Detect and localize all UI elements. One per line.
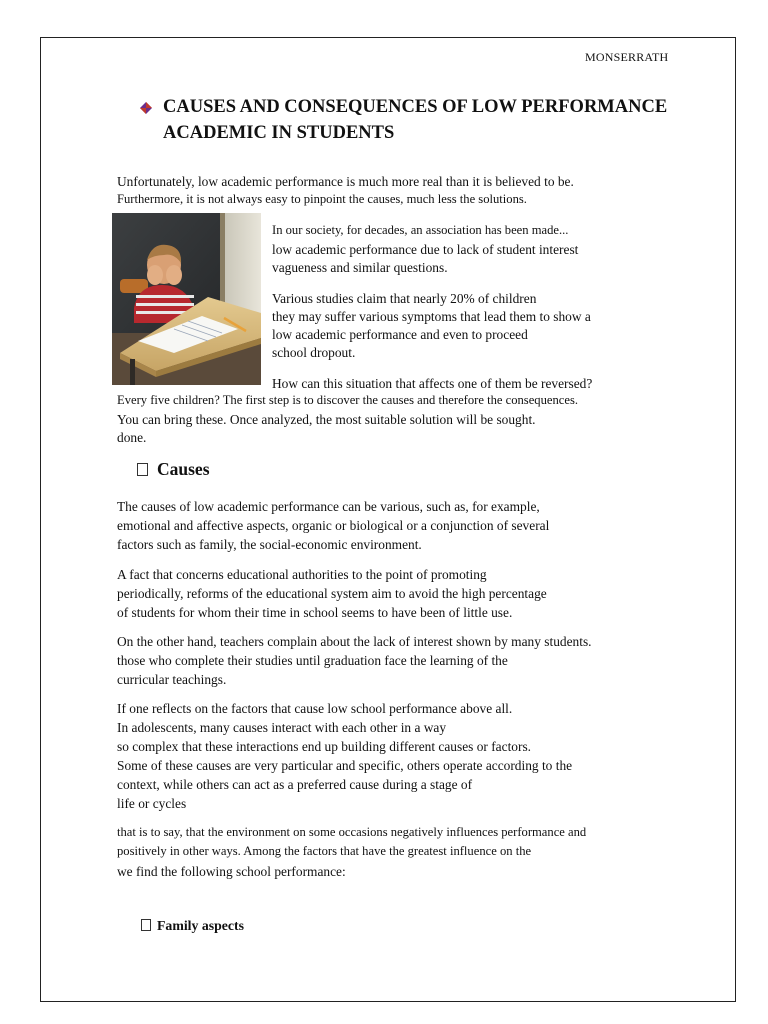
- causes-p3-line-2: those who complete their studies until graduation face the learning of the: [117, 653, 508, 668]
- title-line-2: ACADEMIC IN STUDENTS: [163, 123, 395, 143]
- causes-p4-line-2: In adolescents, many causes interact with each other in a way: [117, 720, 447, 735]
- after-image-line-3: done.: [117, 430, 147, 445]
- photo-illustration: [112, 213, 261, 385]
- causes-p5-line-2: positively in other ways. Among the factors that have the greatest influence on the: [117, 844, 532, 858]
- diamond-bullet-icon: [140, 102, 152, 114]
- causes-p2-line-2: periodically, reforms of the educational system aim to avoid the high percentage: [117, 586, 547, 601]
- causes-p1-line-3: factors such as family, the social-economic environment.: [117, 537, 422, 552]
- causes-p4-line-4: Some of these causes are very particular and specific, others operate according to the: [117, 758, 573, 773]
- missing-glyph-box-icon: [141, 919, 151, 931]
- title-block: [140, 94, 730, 146]
- para2-line-3: low academic performance and even to proceed: [272, 327, 528, 342]
- causes-p4-line-5: context, while others can act as a preferred cause during a stage of: [117, 777, 473, 792]
- causes-p5-line-1: that is to say, that the environment on some occasions negatively influences performance and: [117, 825, 587, 839]
- author-name: MONSERRATH: [585, 50, 669, 64]
- causes-p4-line-6: life or cycles: [117, 796, 187, 811]
- page-title: [140, 94, 730, 146]
- para1-line-1: In our society, for decades, an association has been made...: [272, 223, 569, 237]
- causes-p2-line-1: A fact that concerns educational authorities to the point of promoting: [117, 567, 487, 582]
- causes-heading: [137, 459, 210, 480]
- para1-line-3: vagueness and similar questions.: [272, 260, 448, 275]
- intro-line-2: Furthermore, it is not always easy to pinpoint the causes, much less the solutions.: [117, 192, 527, 206]
- causes-p1-line-2: emotional and affective aspects, organic or biological or a conjunction of several: [117, 518, 550, 533]
- causes-p3-line-1: On the other hand, teachers complain about the lack of interest shown by many students.: [117, 634, 592, 649]
- para2-line-2: they may suffer various symptoms that lead them to show a: [272, 309, 591, 324]
- causes-p4-line-3: so complex that these interactions end up building different causes or factors.: [117, 739, 531, 754]
- missing-glyph-box-icon: [137, 463, 148, 476]
- causes-p2-line-3: of students for whom their time in school seems to have been of little use.: [117, 605, 513, 620]
- family-aspects-heading: [141, 918, 244, 934]
- para3-line-1: How can this situation that affects one of them be reversed?: [272, 376, 593, 391]
- intro-line-1: Unfortunately, low academic performance is much more real than it is believed to be.: [117, 174, 574, 189]
- student-at-desk-photo: [112, 213, 261, 385]
- causes-p5-line-3: we find the following school performance:: [117, 864, 346, 879]
- after-image-line-1: Every five children? The first step is to discover the causes and therefore the consequences.: [117, 393, 579, 407]
- causes-p3-line-3: curricular teachings.: [117, 672, 227, 687]
- title-line-1: CAUSES AND CONSEQUENCES OF LOW PERFORMANCE: [163, 97, 668, 117]
- para2-line-1: Various studies claim that nearly 20% of children: [272, 291, 537, 306]
- causes-p1-line-1: The causes of low academic performance can be various, such as, for example,: [117, 499, 540, 514]
- after-image-line-2: You can bring these. Once analyzed, the most suitable solution will be sought.: [117, 412, 536, 427]
- family-aspects-text: Family aspects: [157, 918, 244, 933]
- causes-heading-text: Causes: [157, 459, 210, 479]
- para2-line-4: school dropout.: [272, 345, 356, 360]
- para1-line-2: low academic performance due to lack of student interest: [272, 242, 579, 257]
- causes-p4-line-1: If one reflects on the factors that cause low school performance above all.: [117, 701, 513, 716]
